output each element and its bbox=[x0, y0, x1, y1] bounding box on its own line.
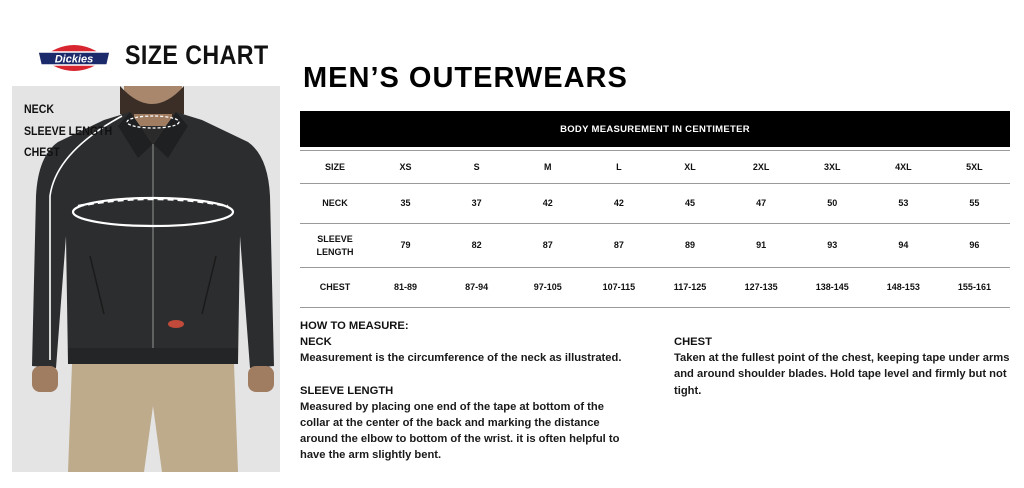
dickies-logo-icon bbox=[36, 36, 112, 80]
table-cell: 87-94 bbox=[441, 268, 512, 308]
table-cell: 42 bbox=[583, 184, 654, 224]
table-cell: 2XL bbox=[726, 151, 797, 184]
table-cell: 5XL bbox=[939, 151, 1010, 184]
page-title: MEN’S OUTERWEARS bbox=[303, 62, 628, 94]
table-row-chest bbox=[300, 268, 1010, 308]
table-cell: 155-161 bbox=[939, 268, 1010, 308]
table-cell: 42 bbox=[512, 184, 583, 224]
table-cell: 53 bbox=[868, 184, 939, 224]
how-to-measure-left bbox=[300, 318, 630, 464]
table-cell: 148-153 bbox=[868, 268, 939, 308]
table-cell: L bbox=[583, 151, 654, 184]
table-cell: 79 bbox=[370, 224, 441, 268]
table-cell: 94 bbox=[868, 224, 939, 268]
table-cell: 117-125 bbox=[654, 268, 725, 308]
sleeve-heading: SLEEVE LENGTH bbox=[300, 384, 394, 397]
table-cell: S bbox=[441, 151, 512, 184]
logo-text: Dickies bbox=[54, 53, 94, 66]
how-to-measure-right bbox=[674, 334, 1014, 399]
measurement-table bbox=[300, 150, 1010, 308]
sleeve-text: Measured by placing one end of the tape at bottom of the collar at the center of the back and marking the distance around the elbow to bottom of the wrist. it is often helpful to have the arm slightly bent. bbox=[300, 400, 620, 462]
neck-heading: NECK bbox=[300, 336, 332, 349]
table-cell: 55 bbox=[939, 184, 1010, 224]
table-row-sleeve-length bbox=[300, 224, 1010, 268]
size-chart-title: SIZE CHART bbox=[125, 40, 269, 70]
brand-logo bbox=[36, 36, 112, 80]
table-cell: 47 bbox=[726, 184, 797, 224]
row-label: NECK bbox=[300, 184, 370, 224]
table-cell: 107-115 bbox=[583, 268, 654, 308]
table-cell: 50 bbox=[797, 184, 868, 224]
table-row-neck bbox=[300, 184, 1010, 224]
table-cell: 89 bbox=[654, 224, 725, 268]
row-label: CHEST bbox=[300, 268, 370, 308]
photo-label-neck: NECK bbox=[24, 104, 54, 116]
chest-text: Taken at the fullest point of the chest, keeping tape under arms and around shoulder blades. Hold tape level and firmly but not tight. bbox=[674, 352, 1010, 397]
table-cell: M bbox=[512, 151, 583, 184]
table-cell: XL bbox=[654, 151, 725, 184]
photo-label-chest: CHEST bbox=[24, 147, 60, 159]
how-to-measure-title: HOW TO MEASURE: bbox=[300, 320, 409, 332]
table-cell: 82 bbox=[441, 224, 512, 268]
chest-heading: CHEST bbox=[674, 336, 712, 348]
table-cell: 91 bbox=[726, 224, 797, 268]
table-cell: 97-105 bbox=[512, 268, 583, 308]
row-label: SLEEVE LENGTH bbox=[300, 224, 370, 268]
table-cell: XS bbox=[370, 151, 441, 184]
table-header: BODY MEASUREMENT IN CENTIMETER bbox=[300, 111, 1010, 147]
table-cell: 138-145 bbox=[797, 268, 868, 308]
table-cell: 35 bbox=[370, 184, 441, 224]
table-cell: 87 bbox=[512, 224, 583, 268]
table-row-size bbox=[300, 151, 1010, 184]
table-cell: 93 bbox=[797, 224, 868, 268]
photo-label-sleeve: SLEEVE LENGTH bbox=[24, 125, 113, 138]
table-cell: 87 bbox=[583, 224, 654, 268]
row-label: SIZE bbox=[300, 151, 370, 184]
table-cell: 127-135 bbox=[726, 268, 797, 308]
table-cell: 4XL bbox=[868, 151, 939, 184]
table-cell: 37 bbox=[441, 184, 512, 224]
neck-text: Measurement is the circumference of the neck as illustrated. bbox=[300, 352, 622, 365]
table-cell: 3XL bbox=[797, 151, 868, 184]
size-chart-table bbox=[300, 111, 1010, 308]
table-cell: 45 bbox=[654, 184, 725, 224]
table-cell: 96 bbox=[939, 224, 1010, 268]
photo-labels bbox=[24, 100, 120, 165]
table-cell: 81-89 bbox=[370, 268, 441, 308]
